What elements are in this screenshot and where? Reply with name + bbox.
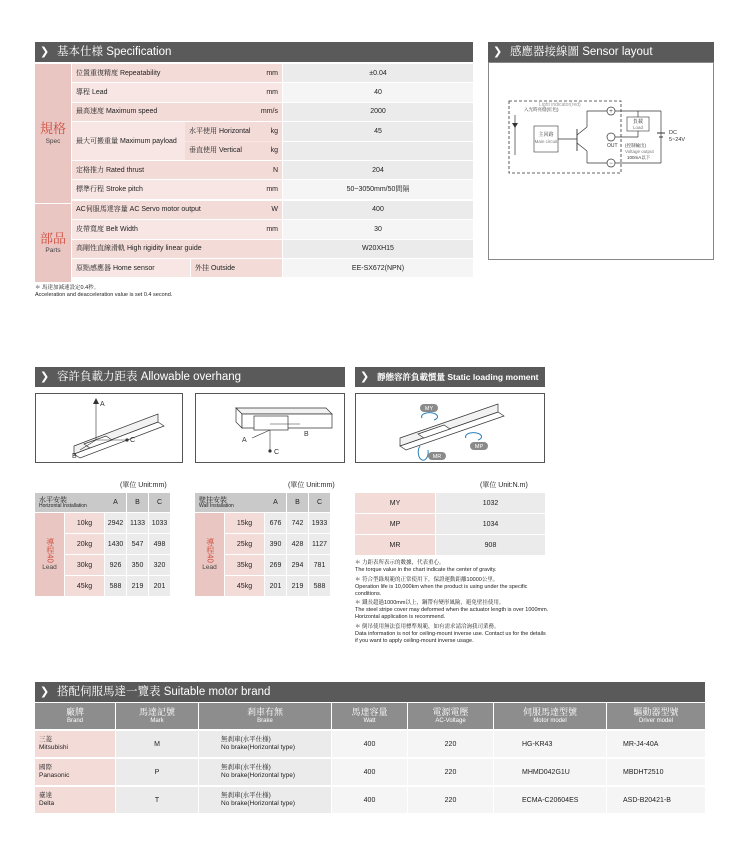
static-note-cn: ＊ 倒吊使用無法套用標準規範，如有需求請洽詢我司業務。: [355, 624, 500, 630]
brake-cell: [199, 787, 331, 813]
value-cell: 588: [309, 576, 330, 596]
static-note: [355, 624, 550, 645]
motor-col-head: [494, 703, 606, 729]
spec-unit: kg: [270, 127, 278, 135]
install-head: [35, 493, 105, 512]
axis-a-arrow: [93, 398, 99, 404]
spec-value: 204: [283, 161, 473, 179]
horizontal-unit: (單位 Unit:mm): [120, 482, 167, 489]
value-cell: 428: [287, 534, 308, 554]
spec-row-label: 標準行程 Stroke pitch: [72, 180, 282, 198]
brake-cell: [199, 731, 331, 757]
spec-value: 30: [283, 220, 473, 238]
value-cell: 294: [287, 555, 308, 575]
brand-cell: [35, 787, 115, 813]
static-title: 靜態容許負載慣量 Static loading moment: [377, 372, 539, 382]
lead-en: Lead: [42, 564, 57, 572]
terminal-out-icon: [607, 133, 615, 141]
static-key: MP: [355, 514, 435, 534]
col-head: C: [149, 493, 170, 512]
overhang-header: [35, 367, 345, 387]
light-indicator-label: Light indicator(red): [539, 102, 581, 108]
static-note: [355, 560, 550, 574]
terminal-minus-label: −: [609, 161, 613, 167]
wall-diagram: [195, 393, 345, 463]
load-cell: 35kg: [225, 555, 264, 575]
value-cell: 742: [287, 513, 308, 533]
motor-col-head-en: Watt: [363, 717, 376, 724]
motor-col-head-en: Brake: [257, 717, 273, 724]
mp-label: MP: [474, 444, 484, 450]
wall-slider: [254, 416, 288, 430]
spec-sub-horizontal: 水平使用 Horizontal: [185, 122, 282, 140]
motor-col-head-cn: 馬達記號: [138, 706, 175, 717]
spec-unit: [250, 259, 282, 277]
wall-axis-b-label: B: [304, 431, 309, 438]
spec-unit: N: [272, 166, 278, 174]
motor-col-head-cn: 電源電壓: [432, 706, 469, 717]
horizontal-overhang-diagram: [36, 394, 182, 462]
brake-cell: [199, 759, 331, 785]
brake-en: No brake(Horizontal type): [221, 772, 296, 779]
spec-row-label: 定格推力 Rated thrust: [72, 161, 282, 179]
chevron-right-icon: ❯: [493, 46, 503, 58]
value-cell: 781: [309, 555, 330, 575]
lead-en: Lead: [202, 564, 217, 572]
spec-category-cn: 規格: [39, 121, 66, 137]
lead-cn: 導程40: [45, 537, 55, 563]
load-cell: 20kg: [65, 534, 104, 554]
transistor-collector: [577, 127, 587, 135]
chevron-right-icon: ❯: [40, 686, 50, 698]
my-rotation-icon: [422, 413, 438, 420]
value-cell: 320: [149, 555, 170, 575]
driver-model-cell: MBDHT2510: [607, 759, 705, 785]
spec-row-label: AC伺服馬達容量 AC Servo motor output: [72, 201, 282, 219]
spec-sub: 外挂 Outside: [190, 259, 282, 277]
transistor-emitter: [577, 143, 587, 151]
watt-cell: 400: [332, 759, 407, 785]
value-cell: 201: [149, 576, 170, 596]
wall-actuator-top: [236, 408, 332, 414]
static-note: [355, 577, 550, 598]
spec-note-cn: ＊ 馬達加減速設定0.4秒。: [35, 285, 100, 291]
spec-value: 400: [283, 201, 473, 219]
sensor-header: [488, 42, 714, 62]
static-unit: (單位 Unit:N.m): [480, 482, 528, 489]
wall-axis-a-line: [252, 430, 270, 438]
voltage-en: Voltage output: [625, 149, 654, 154]
install-head-cn: 壁挂安裝: [199, 496, 227, 504]
static-note: [355, 600, 550, 621]
spec-unit: mm: [266, 69, 278, 77]
mark-cell: P: [116, 759, 198, 785]
spec-value: [283, 142, 473, 160]
motor-col-head-en: Mark: [150, 717, 164, 724]
mr-label: MR: [432, 454, 442, 460]
static-notes: [355, 560, 550, 648]
spec-value: EE-SX672(NPN): [283, 259, 473, 277]
value-cell: 219: [287, 576, 308, 596]
spec-unit: [250, 240, 282, 258]
watt-cell: 400: [332, 787, 407, 813]
value-cell: 588: [105, 576, 126, 596]
install-head: [195, 493, 265, 512]
value-cell: 201: [265, 576, 286, 596]
wall-axis-c-label: C: [274, 449, 280, 456]
mr-rotation-icon: [418, 446, 428, 460]
value-cell: 926: [105, 555, 126, 575]
spec-header: [35, 42, 473, 62]
spec-unit: mm: [266, 225, 278, 233]
my-label: MY: [424, 406, 434, 412]
mark-cell: M: [116, 731, 198, 757]
static-header: [355, 367, 545, 387]
spec-value: W20XH15: [283, 240, 473, 258]
chevron-right-icon: ❯: [360, 371, 370, 383]
chevron-right-icon: ❯: [40, 46, 50, 58]
col-head: B: [287, 493, 308, 512]
main-circuit-cn: 主回路: [538, 132, 554, 138]
spec-value: 40: [283, 83, 473, 101]
wall-axis-a-label: A: [242, 437, 247, 444]
col-head: B: [127, 493, 148, 512]
load-cell: 25kg: [225, 534, 264, 554]
static-note-en: The steel stripe cover may deformed when the actuator length is over 1000mm. Horizontal application is recommend.: [355, 607, 549, 621]
static-note-en: Operation life is 10,000km when the product is using under the specific conditions.: [355, 583, 528, 597]
lead-cn: 導程40: [205, 537, 215, 563]
motor-col-head-cn: 廠牌: [65, 706, 84, 717]
sensor-panel: [488, 62, 714, 260]
volt-cell: 220: [408, 731, 493, 757]
brake-en: No brake(Horizontal type): [221, 800, 296, 807]
motor-model-cell: MHMD042G1U: [494, 759, 606, 785]
motor-title: 搭配伺服馬達一覽表 Suitable motor brand: [57, 686, 271, 698]
mark-cell: T: [116, 787, 198, 813]
overhang-title: 容許負載力距表 Allowable overhang: [57, 371, 242, 383]
static-value: 1034: [436, 514, 545, 534]
wall-overhang-diagram: [196, 394, 344, 462]
motor-col-head-en: Driver model: [638, 717, 673, 724]
dc-label: DC: [669, 130, 677, 136]
terminal-plus-label: +: [609, 109, 613, 115]
parts-category-en: Parts: [45, 247, 61, 255]
motor-col-head: [332, 703, 407, 729]
static-diagram: [355, 393, 545, 463]
static-note-en: Data information is not for ceiling-mount inverse use. Contact us for the details if you want to apply ceiling-mount inverse usage.: [355, 630, 546, 644]
static-actuator-top: [400, 404, 498, 446]
spec-row-label: 最高速度 Maximum speed: [72, 103, 282, 121]
static-moment-diagram: [356, 394, 544, 462]
value-cell: 547: [127, 534, 148, 554]
static-key: MR: [355, 535, 435, 555]
value-cell: 2942: [105, 513, 126, 533]
install-head-en: Horizontal Installation: [39, 502, 87, 509]
dc-range-label: 5~24V: [669, 137, 686, 143]
motor-col-head-en: AC-Voltage: [435, 717, 466, 724]
value-cell: 676: [265, 513, 286, 533]
motor-col-head-en: Brand: [66, 717, 83, 724]
brand-cell: [35, 731, 115, 757]
motor-col-head-cn: 剎車有無: [246, 706, 283, 717]
sensor-wiring-diagram: [489, 63, 713, 259]
driver-model-cell: MR-J4-40A: [607, 731, 705, 757]
static-value: 908: [436, 535, 545, 555]
value-cell: 350: [127, 555, 148, 575]
value-cell: 1033: [149, 513, 170, 533]
driver-model-cell: ASD-B20421-B: [607, 787, 705, 813]
chevron-right-icon: ❯: [40, 371, 50, 383]
col-head: A: [105, 493, 126, 512]
parts-category: [35, 204, 71, 282]
install-head-en: Wall Installation: [199, 502, 234, 509]
spec-unit: mm/s: [260, 108, 278, 116]
spec-category-en: Spec: [45, 137, 61, 145]
static-actuator-body: [400, 412, 504, 450]
lead-category: [195, 513, 224, 596]
voltage-cn: (控制輸出): [625, 143, 646, 148]
volt-cell: 220: [408, 759, 493, 785]
static-note-en: The torque value in the chart indicate the center of gravity.: [355, 566, 497, 573]
motor-col-head-cn: 驅動器型號: [633, 706, 679, 717]
spec-note: [35, 285, 335, 299]
spec-unit: mm: [266, 186, 278, 194]
motor-col-head-cn: 伺服馬達型號: [522, 706, 577, 717]
value-cell: 219: [127, 576, 148, 596]
lead-category: [35, 513, 64, 596]
axis-b-label: B: [72, 453, 77, 460]
load-en: Load: [632, 125, 644, 130]
static-note-cn: ＊ 鐵長超過1000mm以上，鋼帶有變形風險，避免壁挂使用。: [355, 600, 505, 607]
watt-cell: 400: [332, 731, 407, 757]
brand-cell: [35, 759, 115, 785]
main-circuit-en: Main circuit: [534, 139, 558, 144]
spec-row-label: 皮帶寬度 Belt Width: [72, 220, 282, 238]
current-label: 100mA以下: [627, 155, 651, 160]
axis-a-label: A: [100, 401, 105, 408]
brand-cn: 國際: [39, 764, 52, 772]
motor-col-head: [607, 703, 705, 729]
value-cell: 390: [265, 534, 286, 554]
spec-value: 50~3050mm/50間隔: [283, 180, 473, 198]
motor-col-head: [199, 703, 331, 729]
static-key: MY: [355, 493, 435, 513]
spec-value: 2000: [283, 103, 473, 121]
brake-cn: 無刹車(水平仕様): [221, 792, 271, 800]
spec-unit: kg: [270, 147, 278, 155]
value-cell: 1127: [309, 534, 330, 554]
value-cell: 269: [265, 555, 286, 575]
entry-light-label: 入光時亮燈(紅色): [524, 107, 559, 112]
spec-category: [35, 64, 71, 203]
value-cell: 1133: [127, 513, 148, 533]
mp-rotation-icon: [466, 433, 482, 440]
col-head: C: [309, 493, 330, 512]
load-cn: 負載: [632, 119, 644, 125]
spec-value: 45: [283, 122, 473, 140]
load-cell: 10kg: [65, 513, 104, 533]
volt-cell: 220: [408, 787, 493, 813]
led-diode-icon: [512, 123, 518, 128]
load-cell: 15kg: [225, 513, 264, 533]
motor-col-head: [116, 703, 198, 729]
brand-en: Mitsubishi: [39, 744, 68, 751]
col-head: A: [265, 493, 286, 512]
load-cell: 45kg: [65, 576, 104, 596]
motor-header: [35, 682, 705, 702]
axis-c-dot: [125, 438, 128, 441]
motor-col-head-cn: 馬達容量: [351, 706, 388, 717]
motor-model-cell: ECMA-C20604ES: [494, 787, 606, 813]
sensor-title: 感應器接線圖 Sensor layout: [510, 46, 653, 58]
spec-row-label: 高剛性直線滑軌 High rigidity linear guide: [72, 240, 282, 258]
static-note-cn: ＊ 力距表所表示的數據，代表重心。: [355, 560, 445, 566]
actuator-top: [74, 414, 158, 454]
value-cell: 1933: [309, 513, 330, 533]
spec-unit: mm: [266, 89, 278, 97]
out-label: OUT: [607, 143, 618, 149]
value-cell: 498: [149, 534, 170, 554]
spec-row-label: 位置重復精度 Repeatability: [72, 64, 282, 82]
brake-cn: 無刹車(水平仕様): [221, 736, 271, 744]
brand-cn: 三菱: [39, 736, 52, 744]
static-note-cn: ＊ 符合型錄規範的正常使用下，保證運動距離10000公里。: [355, 576, 499, 583]
axis-c-label: C: [130, 437, 136, 444]
brake-en: No brake(Horizontal type): [221, 744, 296, 751]
wall-axis-c-dot: [268, 449, 271, 452]
spec-row-label: 最大可搬重量 Maximum payload: [72, 122, 282, 160]
brand-en: Delta: [39, 800, 55, 807]
spec-note-en: Acceleration and deacceleration value is set 0.4 second.: [35, 291, 173, 298]
install-head-cn: 水平安裝: [39, 496, 67, 504]
wall-unit: (單位 Unit:mm): [288, 482, 335, 489]
spec-title: 基本仕様 Specification: [57, 46, 172, 58]
motor-col-head: [408, 703, 493, 729]
horizontal-diagram: [35, 393, 183, 463]
spec-row-label: 原點感應器 Home sensor: [72, 259, 282, 277]
spec-value: ±0.04: [283, 64, 473, 82]
load-cell: 45kg: [225, 576, 264, 596]
brake-cn: 無刹車(水平仕様): [221, 764, 271, 772]
motor-col-head: [35, 703, 115, 729]
spec-sub-vertical: 垂直使用 Vertical: [185, 142, 282, 160]
motor-model-cell: HG-KR43: [494, 731, 606, 757]
value-cell: 1430: [105, 534, 126, 554]
load-cell: 30kg: [65, 555, 104, 575]
spec-row-label: 導程 Lead: [72, 83, 282, 101]
brand-en: Panasonic: [39, 772, 70, 779]
brand-cn: 臺達: [39, 792, 52, 800]
spec-unit: W: [271, 206, 278, 214]
static-value: 1032: [436, 493, 545, 513]
motor-col-head-en: Motor model: [533, 717, 567, 724]
parts-category-cn: 部品: [39, 230, 66, 246]
